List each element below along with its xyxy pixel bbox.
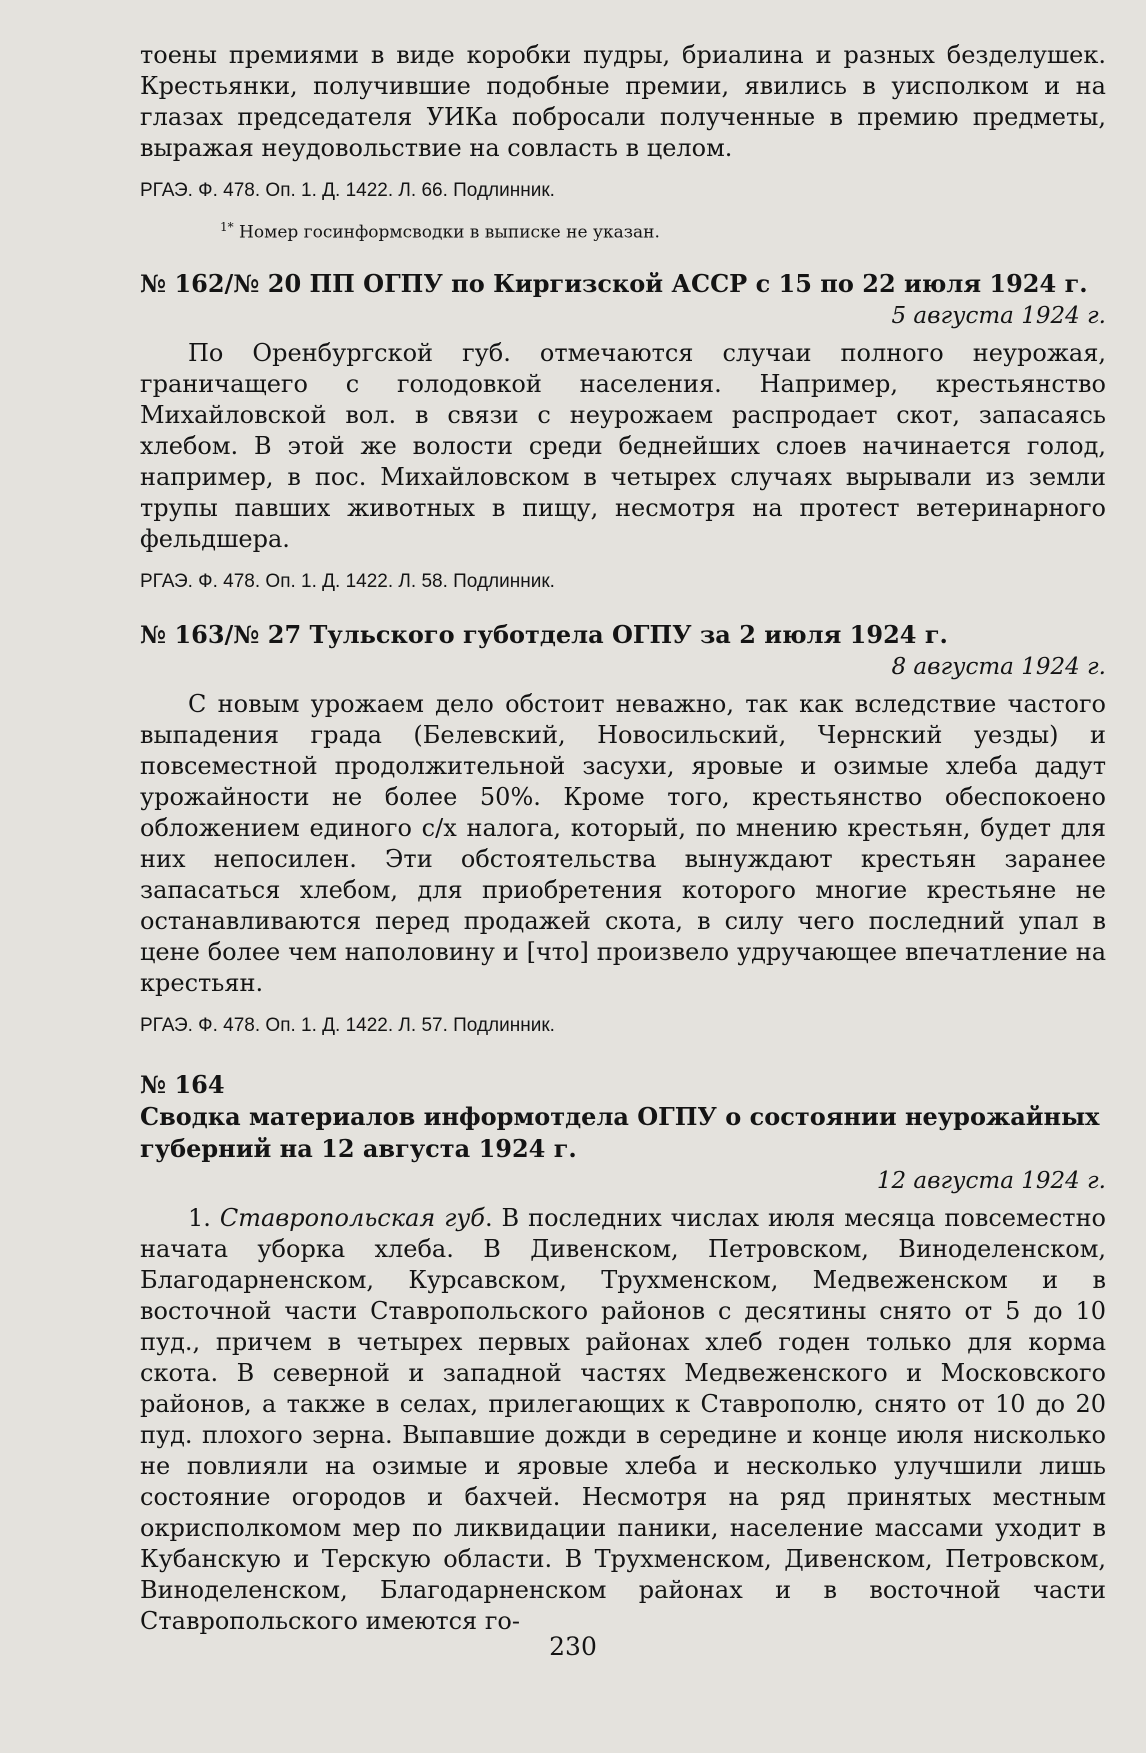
document-paragraph: С новым урожаем дело обстоит неважно, так как вследствие частого выпадения града (Белевский, Новосильский, Чернский уезды) и повсеместной продолжительной засухи, яровые и озимые хлеба дадут урожайности не более 50%. Кроме того, крестьянство обеспокоено обложением единого с/х налога, который, по мнению крестьян, будет для них непосилен. Эти обстоятельства вынуждают крестьян заранее запасаться хлебом, для приобретения которого многие крестьяне не останавливаются перед продажей скота, в силу чего последний упал в цене более чем наполовину и [что] произвело удручающее впечатление на крестьян. xyxy=(140,689,1106,997)
footnote xyxy=(220,216,1106,244)
document-162 xyxy=(140,268,1106,595)
document-paragraph: По Оренбургской губ. отмечаются случаи полного неурожая, граничащего с голодовкой населения. Например, крестьянство Михайловской вол. в связи с неурожаем распродает скот, запасаясь хлебом. В этой же волости среди беднейших слоев начинается голод, например, в пос. Михайловском в четырех случаях вырывали из земли трупы павших животных в пищу, несмотря на протест ветеринарного фельдшера. xyxy=(140,338,1106,553)
archive-source: РГАЭ. Ф. 478. Оп. 1. Д. 1422. Л. 58. Подлинник. xyxy=(140,570,555,592)
archive-source: РГАЭ. Ф. 478. Оп. 1. Д. 1422. Л. 66. Подлинник. xyxy=(140,180,555,201)
footnote-text: Номер госинформсводки в выписке не указан. xyxy=(233,222,660,243)
document-title: № 162/№ 20 ПП ОГПУ по Киргизской АССР с 15 по 22 июля 1924 г. xyxy=(140,268,1088,298)
page-number: 230 xyxy=(549,1632,597,1661)
document-paragraph xyxy=(140,1203,1106,1637)
document-date: 8 августа 1924 г. xyxy=(891,653,1106,680)
footnote-mark: 1* xyxy=(220,220,234,234)
section-number: 1. xyxy=(188,1203,220,1232)
document-title: Сводка материалов информотдела ОГПУ о состоянии неурожайных губерний на 12 августа 1924 г. xyxy=(140,1101,1100,1163)
document-date: 5 августа 1924 г. xyxy=(891,302,1106,329)
document-number: № 164 xyxy=(140,1069,225,1099)
document-163 xyxy=(140,619,1106,1039)
archive-source: РГАЭ. Ф. 478. Оп. 1. Д. 1422. Л. 57. Подлинник. xyxy=(140,1014,555,1036)
document-title: № 163/№ 27 Тульского губотдела ОГПУ за 2 июля 1924 г. xyxy=(140,619,948,649)
document-164 xyxy=(140,1069,1106,1637)
continued-text-block xyxy=(140,40,1106,244)
section-text: . В последних числах июля месяца повсеместно начата уборка хлеба. В Дивенском, Петровском, Виноделенском, Благодарненском, Курсавском, Трухменском, Медвеженском и в восточной части Ставропольского районов с десятины снято от 5 до 10 пуд., причем в четырех первых районах хлеб годен только для корма скота. В северной и западной частях Медвеженского и Московского районов, а также в селах, прилегающих к Ставрополю, снято от 10 до 20 пуд. плохого зерна. Выпавшие дожди в середине и конце июля нисколько не повлияли на озимые и яровые хлеба и несколько улучшили лишь состояние огородов и бахчей. Несмотря на ряд принятых местным окрисполкомом мер по ликвидации паники, население массами уходит в Кубанскую и Терскую области. В Трухменском, Дивенском, Петровском, Виноделенском, Благодарненском районах и в восточной части Ставропольского имеются го- xyxy=(140,1203,1107,1635)
document-date: 12 августа 1924 г. xyxy=(876,1167,1106,1194)
section-title: Ставропольская губ xyxy=(219,1203,485,1232)
continued-paragraph: тоены премиями в виде коробки пудры, бриалина и разных безделушек. Крестьянки, получившие подобные премии, явились в уисполком и на глазах председателя УИКа побросали полученные в премию предметы, выражая неудовольствие на совласть в целом. xyxy=(140,41,1106,162)
